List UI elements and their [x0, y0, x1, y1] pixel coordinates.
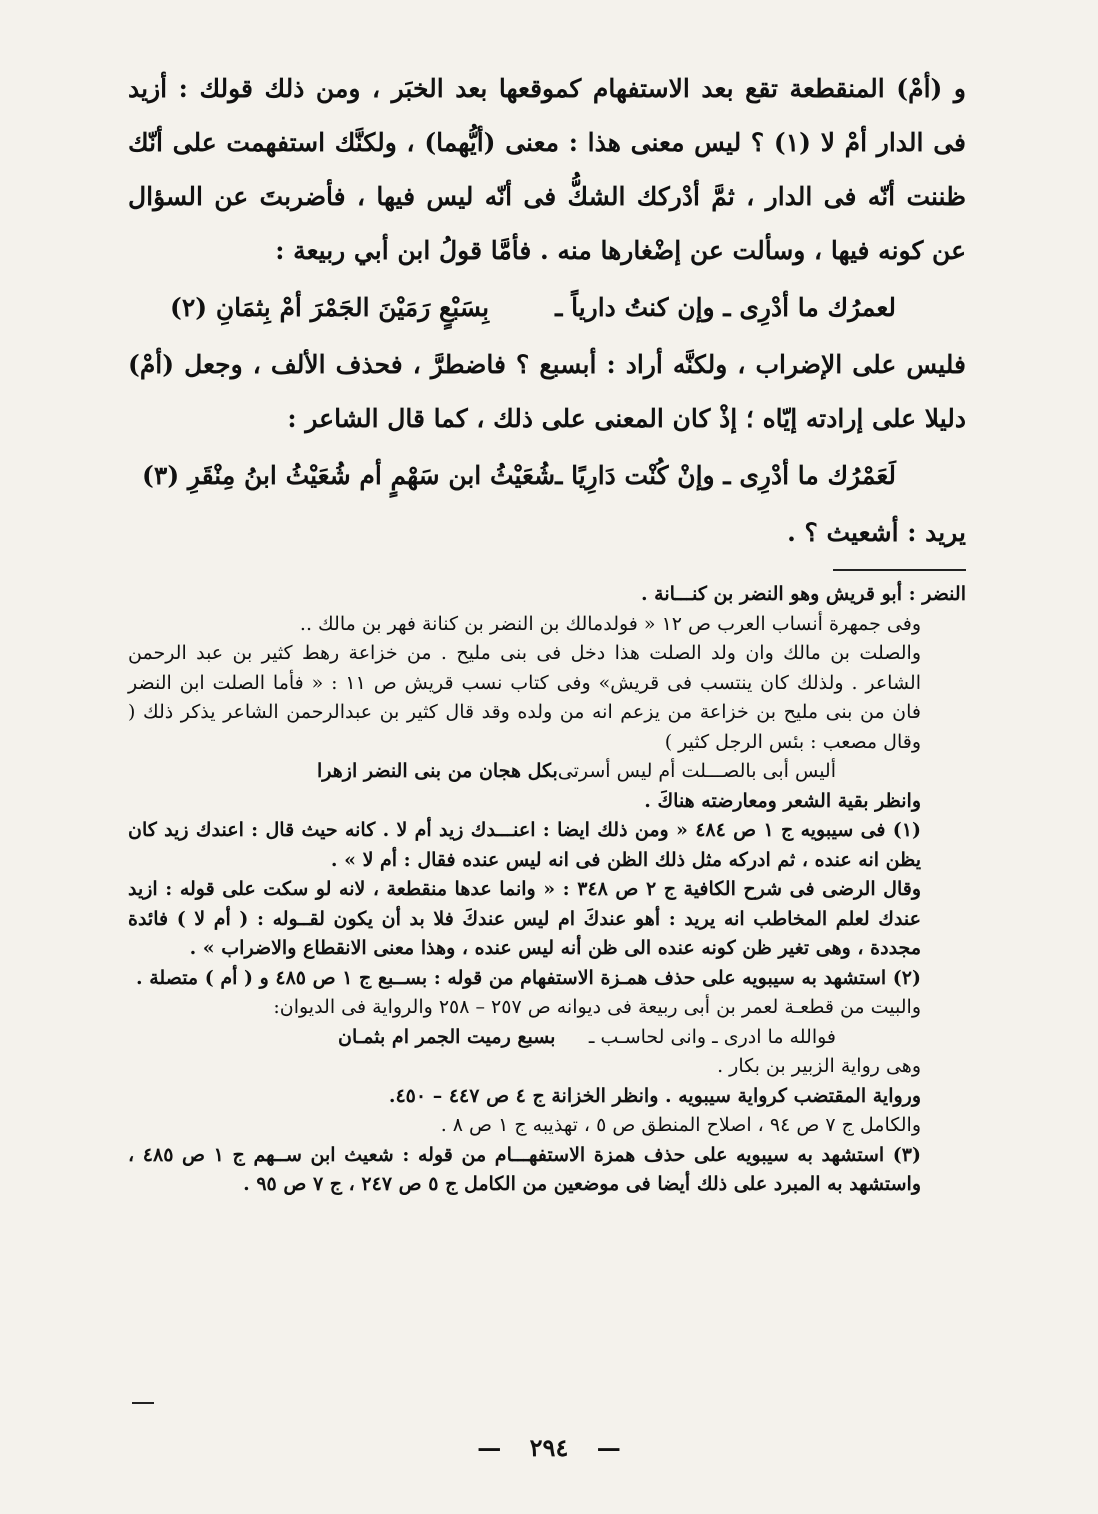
paragraph: و (أمْ) المنقطعة تقع بعد الاستفهام كموقعها بعد الخبَر ، ومن ذلك قولك : أزيد فى الدار أمْ لا (١) ؟ ليس معنى هذا : معنى (أيُّهما) ، ولكنَّك استفهمت على أنّك ظننت أنّه فى الدار ، ثمَّ أدْركك الشكُّ فى أنّه ليس فيها ، فأضربتَ عن السؤال عن كونه فيها ، وسألت عن إضْغارها منه . فأمَّا قولُ ابن أبي ربيعة :	[128, 74, 966, 265]
verse-hemistich-first: لَعَمْرُك ما أدْرِى ـ وإنْ كُنْت دَارِيًا ـ	[555, 461, 896, 490]
dash-right: —	[596, 1433, 621, 1462]
footnote-2: (٢) استشهد به سيبويه على حذف همـزة الاستفهام من قوله : بســبع ج ١ ص ٤٨٥ و ( أم ) متصلة .	[136, 966, 921, 989]
footnote-line: والصلت بن مالك وان ولد الصلت هذا دخل فى بنى مليح . من خزاعة رهط كثير بن عبد الرحمن الشاعر . ولذلك كان ينتسب فى قريش» وفى كتاب نسب قريش ص ١١ : « فأما الصلت ابن النضر فان من بنى مليح بن خزاعة من يزعم انه من ولده وقد قال كثير بن عبدالرحمن الشاعر يذكر ذلك ( وقال مصعب : بئس الرجل كثير )	[128, 642, 921, 753]
footnote-line: والكامل ج ٧ ص ٩٤ ، اصلاح المنطق ص ٥ ، تهذيبه ج ١ ص ٨ .	[440, 1114, 921, 1136]
footnote-line: وفى جمهرة أنساب العرب ص ١٢ « فولدمالك بن النضر بن كنانة فهر بن مالك ..	[299, 612, 921, 635]
dash-left: —	[477, 1433, 502, 1462]
footnote-line: والبيت من قطعـة لعمر بن أبى ربيعة فى ديوانه ص ٢٥٧ – ٢٥٨ والرواية فى الديوان:	[273, 996, 921, 1018]
page-number-footer	[0, 1433, 1098, 1462]
verse-hemistich-first: فوالله ما ادرى ـ وانى لحاسـب ـ	[588, 1025, 836, 1048]
footnote-3: (٣) استشهد به سيبويه على حذف همزة الاستفهـــام من قوله : شعيث ابن ســهم ج ١ ص ٤٨٥ ، واستشهد به المبرد على ذلك أيضا فى موضعين من الكامل ج ٥ ص ٢٤٧ ، ج ٧ ص ٩٥ .	[128, 1143, 921, 1195]
footnotes	[128, 580, 966, 1200]
main-text	[128, 62, 966, 560]
end-mark	[132, 1402, 154, 1404]
verse-hemistich-second: بِسَبْعٍ رَمَيْنَ الجَمْرَ أمْ بِثمَانِ (٢)	[170, 293, 490, 322]
verse-hemistich-first: لعمرُك ما أدْرِى ـ وإن كنتُ دارياً ـ	[555, 293, 896, 322]
verse-hemistich-second: بسبع رميت الجمر ام بثمـان	[338, 1025, 556, 1048]
footnote-verse	[128, 1023, 966, 1053]
verse-hemistich-second: بكل هجان من بنى النضر ازهرا	[317, 760, 558, 782]
verse	[128, 278, 966, 338]
verse-hemistich-second: شُعَيْثُ ابن سَهْمٍ أم شُعَيْثُ ابنُ مِنْقَرِ (٣)	[142, 461, 556, 490]
footnote-line: وقال الرضى فى شرح الكافية ج ٢ ص ٣٤٨ : « وانما عدها منقطعة ، لانه لو سكت على قوله : ازيد عندك لعلم المخاطب انه يريد : أهو عندكَ ام ليس عندكَ فلا بد أن يكون لقــوله : ( أم لا ) فائدة مجددة ، وهى تغير ظن كونه عنده الى ظن أنه ليس عنده ، وهذا معنى الانقطاع والاضراب » .	[128, 878, 921, 959]
footnote-line: النضر : أبو قريش وهو النضر بن كنـــانة .	[640, 583, 966, 605]
footnote-line: ورواية المقتضب كرواية سيبويه . وانظر الخزانة ج ٤ ص ٤٤٧ – ٤٥٠.	[388, 1084, 921, 1107]
footnote-line: وانظر بقية الشعر ومعارضته هناكَ .	[644, 789, 921, 812]
paragraph: يريد : أشعيث ؟ .	[787, 518, 966, 547]
footnote-verse	[128, 757, 966, 787]
footnote-line: وهى رواية الزبير بن بكار .	[717, 1055, 921, 1077]
verse-hemistich-first: أليس أبى بالصـــلت أم ليس أسرتى	[557, 760, 836, 782]
footnote-1: (١) فى سيبويه ج ١ ص ٤٨٤ « ومن ذلك ايضا : اعنـــدك زيد أم لا . كانه حيث قال : اعندك زيد كان يظن انه عنده ، ثم ادركه مثل ذلك الظن فى انه ليس عنده فقال : أم لا » .	[128, 819, 922, 871]
paragraph: فليس على الإضراب ، ولكنَّه أراد : أبسبع ؟ فاضطرَّ ، فحذف الألف ، وجعل (أمْ) دليلا على إرادته إيّاه ؛ إذْ كان المعنى على ذلك ، كما قال الشاعر :	[128, 350, 966, 433]
verse	[128, 446, 966, 506]
footnote-separator	[128, 560, 966, 580]
page-number: ٢٩٤	[529, 1433, 569, 1462]
